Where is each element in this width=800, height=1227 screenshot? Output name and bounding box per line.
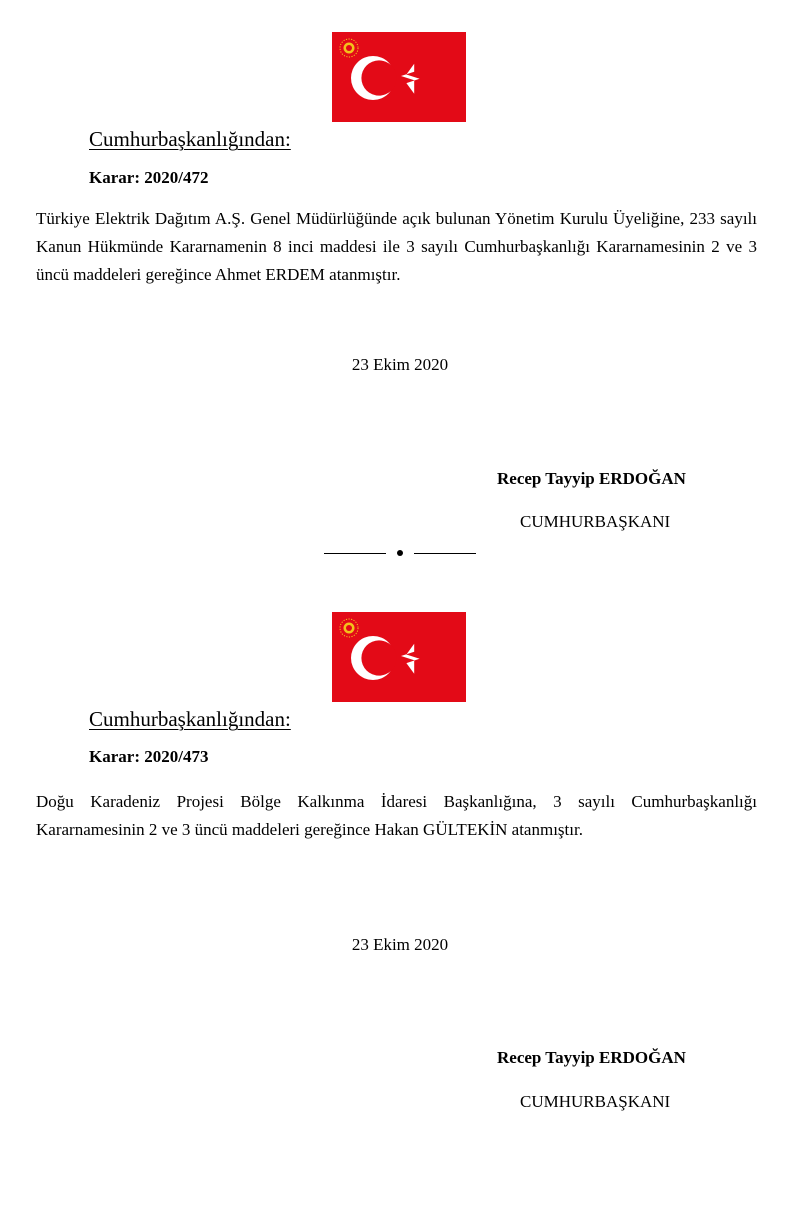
signer-name: Recep Tayyip ERDOĞAN: [497, 1048, 686, 1067]
separator-dot: [397, 550, 403, 556]
decision-number: Karar: 2020/472: [89, 168, 209, 187]
signer-title: CUMHURBAŞKANI: [520, 512, 671, 531]
decision-date: 23 Ekim 2020: [351, 355, 449, 374]
separator-line-left: [324, 553, 386, 554]
signer-title: CUMHURBAŞKANI: [520, 1092, 671, 1111]
decision-body: Türkiye Elektrik Dağıtım A.Ş. Genel Müdürlüğünde açık bulunan Yönetim Kurulu Üyeliğine, 233 sayılı Kanun Hükmünde Kararnamenin 8 inci maddesi ile 3 sayılı Cumhurbaşkanlığı Kararnamesinin 2 ve 3 üncü maddeleri gereğince Ahmet ERDEM atanmıştır.: [36, 209, 757, 284]
signer-name: Recep Tayyip ERDOĞAN: [497, 469, 686, 488]
decision-date: 23 Ekim 2020: [351, 935, 449, 954]
section-separator: [324, 544, 476, 558]
issuer-heading: Cumhurbaşkanlığından:: [89, 127, 291, 151]
turkish-flag-icon: [332, 32, 466, 122]
turkish-flag-icon: [332, 612, 466, 702]
issuer-heading: Cumhurbaşkanlığından:: [89, 707, 291, 731]
decision-body: Doğu Karadeniz Projesi Bölge Kalkınma İdaresi Başkanlığına, 3 sayılı Cumhurbaşkanlığı Kararnamesinin 2 ve 3 üncü maddeleri gereğince Hakan GÜLTEKİN atanmıştır.: [36, 792, 757, 839]
decision-number: Karar: 2020/473: [89, 747, 209, 766]
separator-line-right: [414, 553, 476, 554]
